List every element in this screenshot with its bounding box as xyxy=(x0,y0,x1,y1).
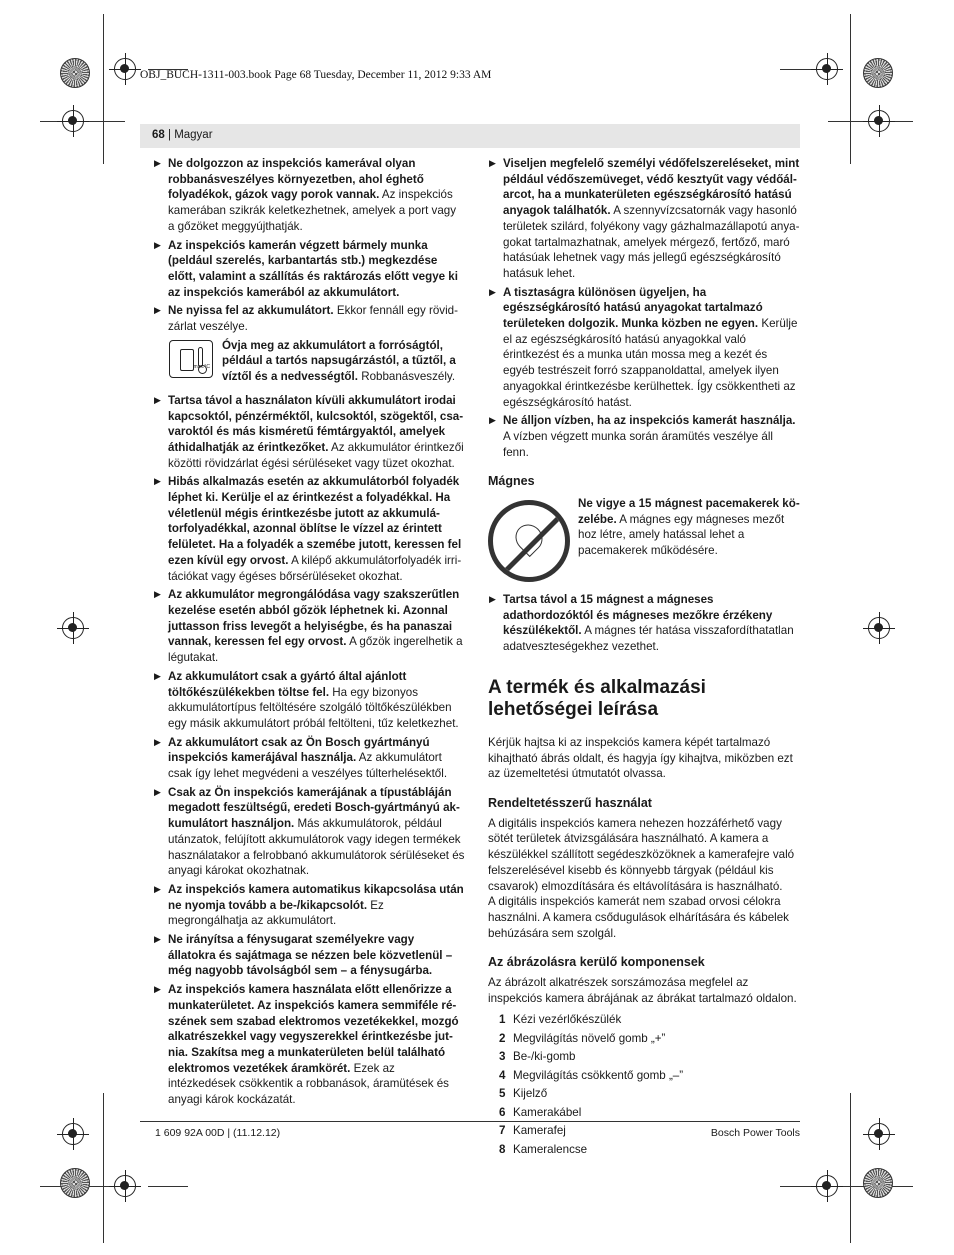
components-intro: Az ábrázolt alkatrészek sorszámozása megfelel az inspekciós kamera ábrájának az ábrákat tartalmazó oldalon. xyxy=(488,976,797,1005)
right-column xyxy=(488,156,800,1160)
component-label: Be-/ki-gomb xyxy=(513,1050,576,1064)
magnet-warning-bold: Ne vigye a 15 mágnest pacemakerek közelébe. xyxy=(578,497,800,526)
warning-bold-text: Óvja meg az akkumulátort a forróságtól, például a tartós napsugárzástól, a tűztől, a víztől és a nedvességtől. xyxy=(222,338,456,384)
bullet-normal-text: Más akkumulátorok, például utánzatok, felújított akkumulátorok vagy idegen termékek használatakor a felrobbanó akkumulátorok sérüléseket és anyagi károkat okozhatnak. xyxy=(168,817,465,878)
component-number: 1 xyxy=(499,1013,506,1027)
safety-bullet xyxy=(488,156,800,282)
safety-list-3 xyxy=(488,156,800,460)
bullet-bold-text: A tisztaságra különösen ügyeljen, ha egészségkárosító hatású anyagokat tartalmazó területeken dolgozik. Munka közben ne egyen. xyxy=(503,285,763,331)
component-item xyxy=(488,1068,800,1087)
color-rosette-icon xyxy=(60,58,90,88)
section-intro: Kérjük hajtsa ki az inspekciós kamera képét tartalmazó kihajtható ábrás oldalt, és hagyja így kihajtva, miközben ezt az üzemeltetési útmutatót olvassa. xyxy=(488,735,793,781)
footer-doc-number: 1 609 92A 00D | (11.12.12) xyxy=(155,1127,281,1139)
warning-icon-label: max.°C xyxy=(193,364,210,371)
bullet-arrow-icon: ▶ xyxy=(154,736,161,747)
bullet-arrow-icon: ▶ xyxy=(154,589,161,600)
bullet-normal-text: Ha egy bizonyos akkumulátortípus feltöltésére szolgáló töltőkészülékben egy másik akkumulátort próbál feltölteni, tűz keletkezhet. xyxy=(168,685,459,730)
bullet-arrow-icon: ▶ xyxy=(489,286,496,297)
registration-target-icon xyxy=(816,58,838,80)
bullet-normal-text: Ekkor fennáll egy rövidzárlat veszélye. xyxy=(168,304,458,334)
registration-target-icon xyxy=(62,1123,84,1145)
component-item xyxy=(488,1086,800,1105)
safety-bullet xyxy=(153,393,465,472)
registration-target-icon xyxy=(62,617,84,639)
bullet-bold-text: Csak az Ön inspekciós kamerájának a típustábláján megadott feszültségű, eredeti Bosch-gyártmányú akkumulátort használjon. xyxy=(168,785,460,831)
bullet-arrow-icon: ▶ xyxy=(154,476,161,487)
safety-bullet xyxy=(153,735,465,782)
bullet-normal-text: A gőzök ingerelhetik a légutakat. xyxy=(168,635,463,665)
crop-mark xyxy=(103,1093,104,1243)
component-number: 8 xyxy=(499,1142,506,1156)
component-item xyxy=(488,1012,800,1031)
no-pacemaker-icon xyxy=(488,500,570,582)
registration-target-icon xyxy=(114,58,136,80)
magnet-heading: Mágnes xyxy=(488,474,535,489)
safety-list-2 xyxy=(153,393,465,1108)
bullet-bold-text: Ne nyissa fel az akkumulátort. xyxy=(168,304,334,318)
bullet-bold-text: Az inspekciós kamera használata előtt ellenőrizze a munkaterületet. Az inspekciós kamera semmiféle részének sem szabad elektromos vezetékekkel, mozgó alkatrészekkel vagy vegyszerekkel érintkezésbe jutnia. Szakítsa meg a munkaterületen belül található elektromos vezetékek áramkörét. xyxy=(168,983,459,1075)
bullet-normal-text: Kerülje el az egészségkárosító hatású anyagokkal való érintkezést és a munka után mossa meg a kezét és egyéb testrészeit forró szappanoldattal, amelyek ilyen anyagokkal érintkezésbe kerülhettek. Így csökkentheti az egészségkárosító hatást. xyxy=(503,317,798,409)
bullet-arrow-icon: ▶ xyxy=(154,670,161,681)
safety-bullet xyxy=(153,932,465,979)
book-info-line: OBJ_BUCH-1311-003.book Page 68 Tuesday, December 11, 2012 9:33 AM xyxy=(140,69,492,81)
heat-warning xyxy=(167,338,465,385)
bullet-normal-text: Ez megrongálhatja az akkumulátort. xyxy=(168,898,384,928)
bullet-bold-text: Az akkumulátort csak a gyártó által ajánlott töltőkészülékekben töltse fel. xyxy=(168,669,407,699)
registration-target-icon xyxy=(62,110,84,132)
page-header-band xyxy=(140,124,800,148)
component-label: Kamerakábel xyxy=(513,1105,582,1119)
crop-mark xyxy=(850,1093,851,1243)
page-number: 68 xyxy=(152,129,165,141)
safety-bullet xyxy=(488,413,800,460)
magnet-warning-normal: A mágnes egy mágneses mezőt hoz létre, amely hatással lehet a pacemakerek működésére. xyxy=(578,512,785,558)
safety-bullet xyxy=(153,587,465,666)
bullet-bold-text: Hibás alkalmazás esetén az akkumulátorból folyadék léphet ki. Kerülje el az érintkezést a folyadékkal. Ha véletlenül mégis érintkezésbe jutott az akkumulátorfolyadékkal, azonnal öblítse le vízzel az érintett felületet. Ha a folyadék a szemébe jutott, keressen fel ezen kívül egy orvost. xyxy=(168,475,462,567)
bullet-bold-text: Az akkumulátor megrongálódása vagy szakszerűtlen kezelése esetén abból gőzök léphetnek ki. Azonnal juttasson friss levegőt a helyiségbe, és ha panaszai vannak, keressen fel egy orvost. xyxy=(168,588,460,649)
bullet-bold-text: Viseljen megfelelő személyi védőfelszereléseket, mint például védőszemüveget, védő kesztyűt vagy védőálarcot, ha a munkaterületen egészségkárosító hatású anyagok találhatók. xyxy=(503,157,800,218)
bullet-bold-text: Az inspekciós kamerán végzett bármely munka (peldául szerelés, karbantartás stb.) megkezdése előtt, valamint a szállítás és raktározás előtt vegye ki az inspekciós kamerából az akkumulátort. xyxy=(168,238,458,299)
bullet-arrow-icon: ▶ xyxy=(154,305,161,316)
crop-mark xyxy=(148,1186,188,1187)
intended-use-paragraph-2: A digitális inspekciós kamerát nem szabad orvosi célokra használni. A kamera csődugulások elhárítására és kábelek behúzására sem szolgál. xyxy=(488,895,789,940)
section-title: A termék és alkalmazási lehetőségei leírása xyxy=(488,676,706,720)
bullet-normal-text: Az akkumulátor érintkezői közötti rövidzárlat égési sérüléseket vagy tüzet okozhat. xyxy=(168,440,464,470)
bullet-normal-text: Az akkumulátort csak így lehet megvédeni a veszélyes túlterhelésektől. xyxy=(168,751,448,781)
component-number: 2 xyxy=(499,1031,506,1045)
color-rosette-icon xyxy=(863,1168,893,1198)
warning-normal-text: Robbanásveszély. xyxy=(357,370,456,384)
bullet-normal-text: A szennyvízcsatornák vagy hasonló területek szilárd, folyékony vagy gázhalmazállapotú anyagokat tartalmazhatnak, amelyek mérgező, fertőző, maró hatásúak lehetnek vagy más jellegű egészségkárosító hatásuk lehet. xyxy=(503,204,800,280)
footer-rule xyxy=(140,1121,800,1122)
bullet-normal-text: Ezek az intézkedések csökkentik a robbanások, áramütések és anyagi károk kockázatát. xyxy=(168,1061,449,1107)
component-item xyxy=(488,1142,800,1161)
safety-bullet xyxy=(153,303,465,334)
components-heading: Az ábrázolásra kerülő komponensek xyxy=(488,955,705,970)
component-number: 3 xyxy=(499,1050,506,1064)
left-column xyxy=(153,156,465,1111)
bullet-normal-text: A vízben végzett munka során áramütés veszélye áll fenn. xyxy=(503,429,774,459)
bullet-arrow-icon: ▶ xyxy=(154,984,161,995)
color-rosette-icon xyxy=(863,58,893,88)
bullet-bold-text: Az akkumulátort csak az Ön Bosch gyártmányú inspekciós kamerájával használja. xyxy=(168,735,430,765)
component-number: 4 xyxy=(499,1068,506,1082)
footer-brand: Bosch Power Tools xyxy=(710,1127,800,1139)
component-label: Kamerafej xyxy=(513,1124,566,1138)
magnet-bullet-normal: A mágnes tér hatása visszafordíthatatlan adatveszteségekhez vezethet. xyxy=(503,624,794,654)
bullet-bold-text: Ne álljon vízben, ha az inspekciós kamerát használja. xyxy=(503,414,796,428)
battery-heat-warning-icon xyxy=(169,340,213,378)
component-item xyxy=(488,1049,800,1068)
registration-target-icon xyxy=(868,110,890,132)
bullet-arrow-icon: ▶ xyxy=(489,415,496,426)
registration-target-icon xyxy=(868,617,890,639)
safety-bullet xyxy=(153,982,465,1108)
safety-bullet xyxy=(153,156,465,235)
component-label: Megvilágítás csökkentő gomb „–” xyxy=(513,1068,684,1082)
magnet-warning xyxy=(488,496,800,580)
bullet-arrow-icon: ▶ xyxy=(154,158,161,168)
safety-bullet xyxy=(153,474,465,584)
registration-target-icon xyxy=(816,1175,838,1197)
component-item xyxy=(488,1031,800,1050)
safety-bullet xyxy=(153,669,465,732)
component-number: 5 xyxy=(499,1087,506,1101)
component-label: Kézi vezérlőkészülék xyxy=(513,1013,622,1027)
safety-bullet xyxy=(153,238,465,301)
component-label: Kijelző xyxy=(513,1087,548,1101)
bullet-arrow-icon: ▶ xyxy=(154,239,161,250)
component-label: Megvilágítás növelő gomb „+” xyxy=(513,1031,666,1045)
safety-bullet xyxy=(488,285,800,411)
bullet-arrow-icon: ▶ xyxy=(154,786,161,797)
bullet-bold-text: Ne dolgozzon az inspekciós kamerával olyan robbanásveszélyes környezetben, ahol éghető folyadékok, gázok vagy porok vannak. xyxy=(168,157,424,202)
registration-target-icon xyxy=(114,1175,136,1197)
bullet-bold-text: Tartsa távol a használaton kívüli akkumulátort irodai kapcsoktól, pénzérméktől, kulcsoktól, szögektől, csavaroktól és más kisméretű fémtárgyaktól, amelyek áthidalhatják az érintkezőket. xyxy=(168,393,464,454)
magnet-bullet-bold: Tartsa távol a 15 mágnest a mágneses adathordozóktól és mágneses mezőkre érzékeny készülékektől. xyxy=(503,593,773,638)
crop-mark xyxy=(850,14,851,164)
component-number: 6 xyxy=(499,1105,506,1119)
intended-use-heading: Rendeltetésszerű használat xyxy=(488,795,652,810)
registration-target-icon xyxy=(868,1123,890,1145)
bullet-bold-text: Ne irányítsa a fénysugarat személyekre vagy állatokra és sajátmaga se nézzen bele közvetlenül – még nagyobb távolságból sem – a fénysugárba. xyxy=(168,933,453,978)
page-header xyxy=(152,129,213,141)
intended-use-paragraph-1: A digitális inspekciós kamera nehezen hozzáférhető vagy sötét területek átvizsgálására használható. A kamera a készülékkel szállított segédeszközöknek a kamerafejre való felszerelésével kisebb és könnyebb tárgyak (például kis csavarok) elmozdítására és eltávolítására is használható. xyxy=(488,816,795,893)
component-number: 7 xyxy=(499,1124,506,1138)
bullet-arrow-icon: ▶ xyxy=(154,934,161,945)
color-rosette-icon xyxy=(60,1168,90,1198)
safety-bullet xyxy=(153,785,465,879)
bullet-arrow-icon: ▶ xyxy=(154,394,161,405)
header-language: Magyar xyxy=(174,129,213,141)
magnet-bullet xyxy=(488,592,800,655)
component-label: Kameralencse xyxy=(513,1142,588,1156)
bullet-normal-text: A kilépő akkumulátorfolyadék irritációkat vagy égéses bőrsérüléseket okozhat. xyxy=(168,553,462,583)
crop-mark xyxy=(103,14,104,164)
bullet-arrow-icon: ▶ xyxy=(489,158,496,168)
safety-list-1 xyxy=(153,156,465,335)
bullet-arrow-icon: ▶ xyxy=(154,883,161,894)
bullet-bold-text: Az inspekciós kamera automatikus kikapcsolása után ne nyomja tovább a be-/kikapcsolót. xyxy=(168,882,464,912)
safety-bullet xyxy=(153,882,465,929)
bullet-normal-text: Az inspekciós kamerában szikrák keletkezhetnek, amelyek a port vagy a gőzöket meggyújthatják. xyxy=(168,188,457,233)
header-separator: | xyxy=(164,129,175,141)
bullet-arrow-icon: ▶ xyxy=(489,594,496,605)
